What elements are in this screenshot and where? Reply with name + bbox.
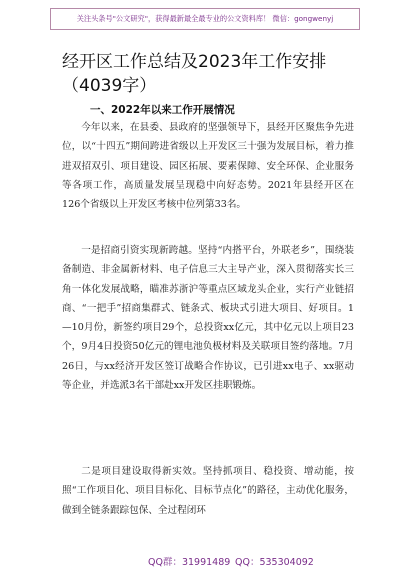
top-banner bbox=[50, 8, 360, 30]
paragraph-investment: 一是招商引资实现新跨越。坚持“内搭平台，外联老乡”，围绕装备制造、非金属新材料、电子信息三大主导产业，深入贯彻落实长三角一体化发展战略，瞄准苏浙沪等重点区域龙头企业，实行产业链招商、“一把手”招商集群式、链条式、板块式引进大项目、好项目。1—10月份，新签约项目29个，总投资xx亿元，其中亿元以上项目23个，9月4日投资50亿元的锂电池负极材料及关联项目签约落地。7月26日，与xx经济开发区签订战略合作协议，已引进xx电子、xx驱动等企业，并选派3名干部赴xx开发区挂职锻炼。 bbox=[62, 245, 354, 392]
paragraph-projects: 二是项目建设取得新实效。坚持抓项目、稳投资、增动能，按照“工作项目化、项目目标化、目标节点化”的路径，主动优化服务，做到全链条跟踪包保、全过程闭环 bbox=[62, 466, 354, 516]
footer-qq-group: QQ群：31991489 bbox=[148, 557, 231, 568]
section-heading: 一、2022年以来工作开展情况 bbox=[90, 104, 235, 116]
footer-qq: QQ：535304092 bbox=[235, 557, 314, 568]
banner-text: 关注头条号"公文研究"，获得最新最全最专业的公文资料库！ 微信：gongwenyj bbox=[76, 14, 334, 23]
paragraph-intro: 今年以来，在县委、县政府的坚强领导下，县经开区聚焦争先进位，以“十四五”期间跨进省级以上开发区三十强为发展目标，着力推进双招双引、项目建设、园区拓展、要素保障、安全环保、企业服务等各项工作，高质量发展呈现稳中向好态势。2021年县经开区在126个省级以上开发区考核中位列第33名。 bbox=[62, 122, 354, 211]
document-title: 经开区工作总结及2023年工作安排（4039字） bbox=[62, 52, 327, 96]
